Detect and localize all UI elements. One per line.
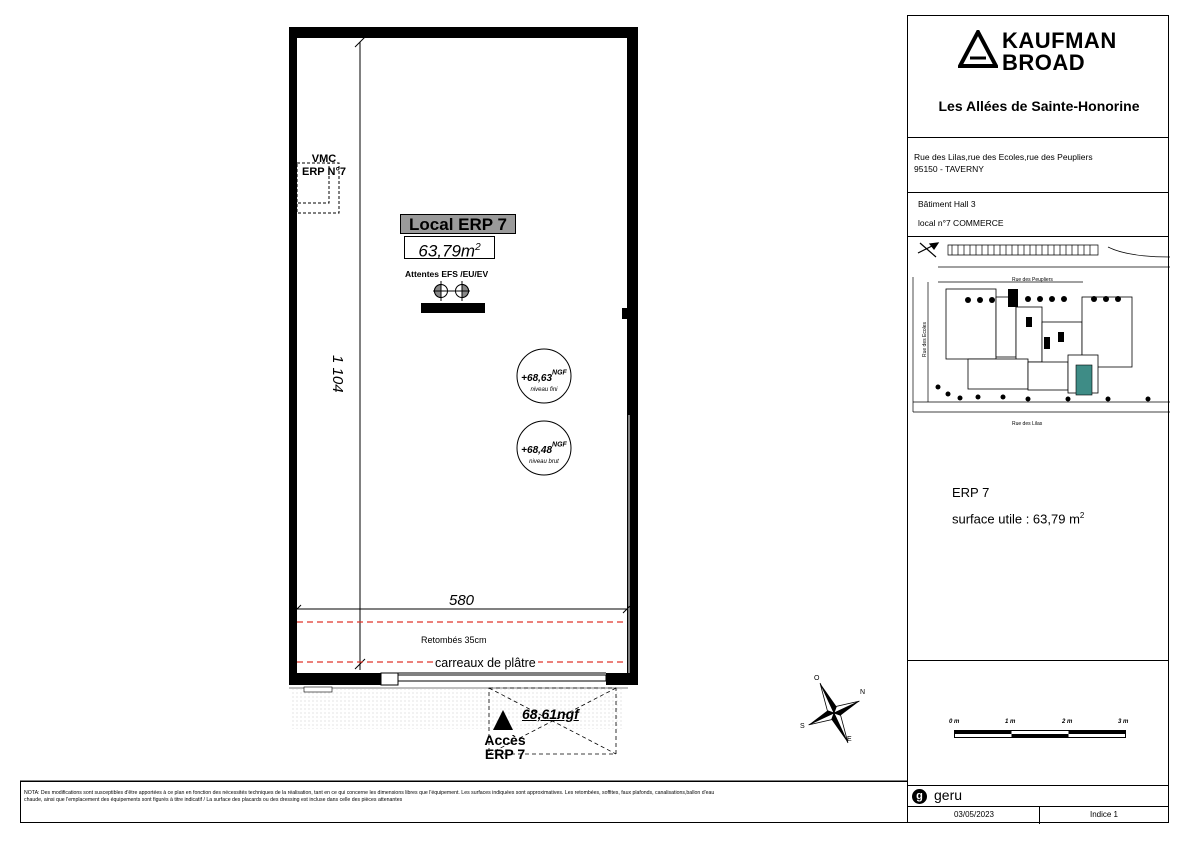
surface-label	[952, 511, 1084, 526]
level-brut-label: niveau brut	[529, 459, 559, 465]
threshold-tag	[304, 687, 332, 692]
indice-cell	[1040, 807, 1170, 824]
note-prefix: NOTA:	[24, 790, 40, 796]
map-street-bottom: Rue des Lilas	[1012, 421, 1043, 427]
brand-line1: KAUFMAN	[1002, 28, 1117, 53]
dimension-vertical	[355, 37, 365, 670]
site-map	[908, 237, 1170, 427]
scale-2: 2 m	[1062, 719, 1073, 725]
compass-rose-icon	[795, 671, 874, 754]
level-brut-value: +68,48	[521, 445, 553, 456]
geru-cell	[908, 786, 1168, 807]
local-area-box	[404, 236, 495, 259]
access-line2: ERP 7	[484, 746, 526, 761]
local-title-box	[400, 214, 516, 234]
brand-line2: BROAD	[1002, 50, 1086, 75]
compass-n: N	[860, 689, 866, 696]
scale-cell	[908, 661, 1168, 786]
compass-e: E	[847, 736, 852, 743]
surface-text: surface utile : 63,79 m	[952, 511, 1080, 527]
address-cell	[908, 138, 1168, 193]
compass-o: O	[814, 675, 820, 682]
scale-bar	[954, 730, 1126, 740]
site-buildings	[946, 289, 1132, 393]
access-label	[478, 733, 532, 761]
erp-info-cell	[908, 417, 1168, 661]
geru-label: geru	[934, 787, 963, 803]
erp-label: ERP 7	[952, 485, 990, 500]
level-fini	[517, 368, 571, 394]
date-label: 03/05/2023	[953, 810, 995, 819]
map-street-top: Rue des Peupliers	[1012, 277, 1053, 283]
access-line1: Accès	[484, 733, 526, 748]
address-line1: Rue des Lilas,rue des Ecoles,rue des Peupliers	[914, 152, 1093, 162]
dim-vertical-label: 1 104	[329, 355, 346, 393]
attentes-label: Attentes EFS /EU/EV	[405, 269, 489, 279]
indice-label: Indice 1	[1089, 810, 1119, 819]
compass-s: S	[800, 723, 805, 730]
date-cell	[908, 807, 1040, 824]
local-label: local n°7 COMMERCE	[918, 218, 1004, 228]
level-fini-value: +68,63	[521, 373, 553, 384]
level-fini-unit: NGF	[552, 369, 567, 377]
local-title: Local ERP 7	[409, 215, 507, 234]
note-line1	[24, 790, 714, 796]
level-fini-label: niveau fini	[530, 387, 558, 393]
building-label: Bâtiment Hall 3	[918, 199, 976, 209]
dim-horizontal-label: 580	[449, 592, 475, 609]
attentes-symbols	[433, 281, 470, 301]
local-area-sup: 2	[475, 242, 481, 253]
vmc-line1: VMC	[311, 153, 337, 165]
map-street-left: Rue des Ecoles	[922, 321, 928, 357]
carreaux-label: carreaux de plâtre	[435, 656, 536, 670]
wall-bottom-left	[289, 673, 381, 685]
wall-bottom-right	[606, 673, 638, 685]
surface-sup: 2	[1079, 511, 1085, 520]
scale-3: 3 m	[1118, 719, 1129, 725]
address-line2: 95150 - TAVERNY	[914, 164, 984, 174]
brand-name	[1002, 30, 1117, 74]
geru-logo-icon: g	[912, 789, 927, 804]
scale-1: 1 m	[1005, 719, 1016, 725]
vmc-line2: ERP N°7	[302, 166, 346, 178]
project-title: Les Allées de Sainte-Honorine	[938, 98, 1140, 114]
site-map-north-arrow-icon	[918, 243, 938, 257]
wall-left	[289, 27, 297, 685]
scale-0: 0 m	[949, 719, 960, 725]
site-map-lot-highlight	[1076, 365, 1092, 395]
level-brut	[516, 440, 572, 466]
level-brut-unit: NGF	[552, 441, 567, 449]
vmc-label	[298, 153, 350, 179]
brand-cell	[908, 16, 1168, 138]
wall-top	[289, 27, 638, 38]
kaufman-broad-logo-icon	[958, 30, 998, 70]
building-cell	[908, 193, 1168, 237]
retombes-label: Retombés 35cm	[421, 635, 487, 645]
equipment-bar	[421, 303, 485, 313]
title-block	[907, 15, 1169, 823]
wall-notch	[622, 308, 631, 319]
access-level: 68,61ngf	[522, 706, 579, 722]
note-box	[20, 781, 907, 823]
note-text1: Des modifications sont susceptibles d'être apportées à ce plan en fonction des nécessités techniques de la réalisation, tant en ce qui concerne les dimensions libres que l'équipement. Les surfaces indiquées sont approximatives. Les retombées, soffites, faux plafonds, canalisations,ballon d'eau	[39, 790, 715, 796]
note-text2: chaude, ainsi que l'emplacement des équipements sont figurés à titre indicatif / La surface des placards ou des dressing est incluse dans celle des pièces attenantes	[24, 797, 403, 803]
local-area: 63,79m	[418, 241, 476, 261]
